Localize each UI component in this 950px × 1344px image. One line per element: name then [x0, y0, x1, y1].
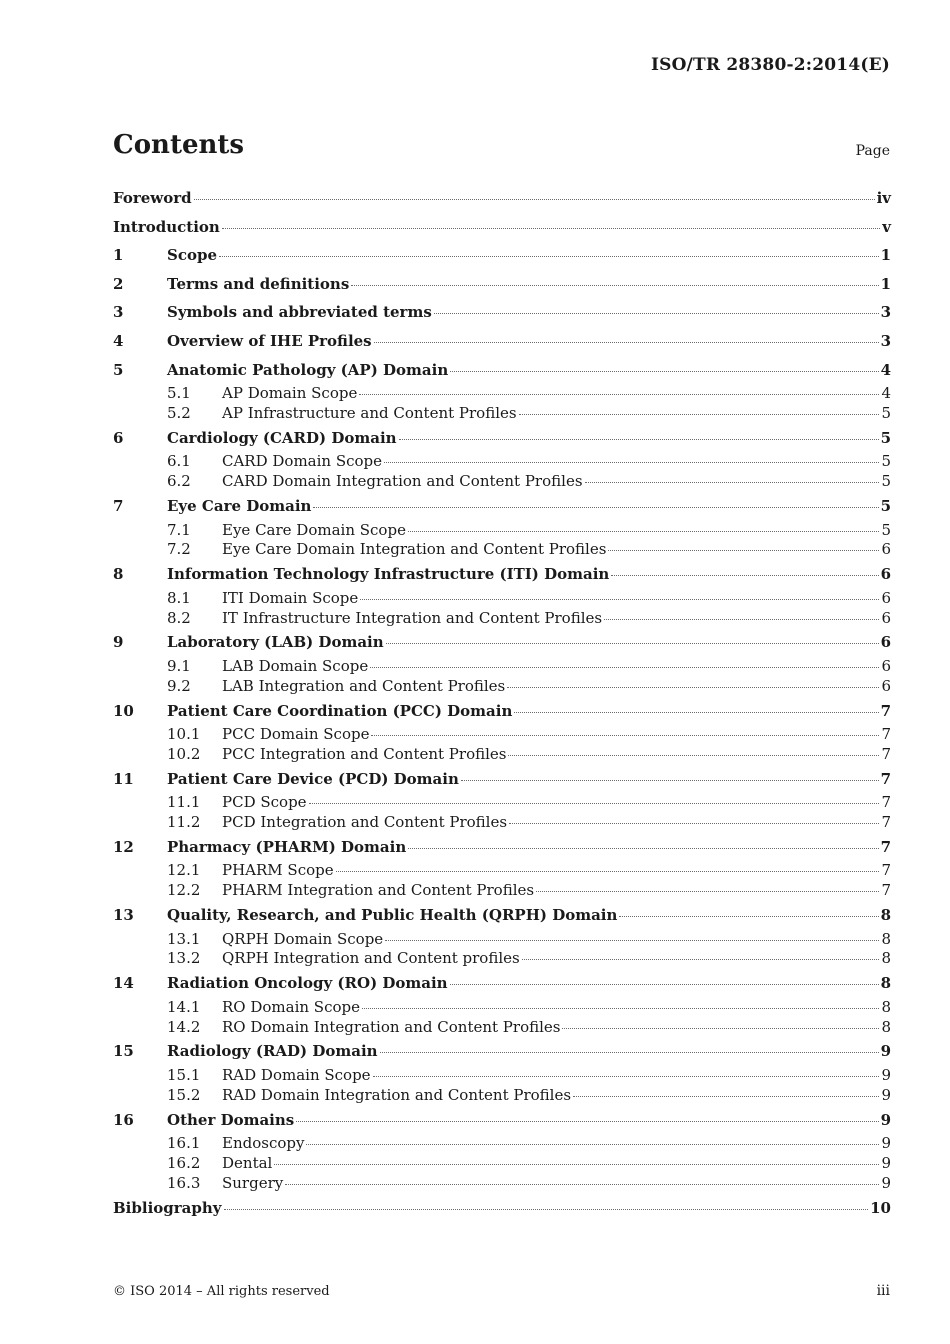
toc-entry-title: Radiology (RAD) Domain	[167, 1042, 378, 1061]
toc-entry-number: 16.3	[167, 1173, 201, 1192]
toc-entry-page: 4	[880, 360, 891, 379]
dot-leader	[408, 848, 878, 849]
dot-leader	[222, 228, 880, 229]
toc-entry-number: 16.1	[167, 1134, 201, 1153]
toc-entry-page: 6	[880, 633, 891, 652]
toc-entry-title: QRPH Domain Scope	[222, 929, 384, 948]
toc-entry-title: Pharmacy (PHARM) Domain	[167, 837, 407, 856]
dot-leader	[386, 643, 879, 644]
toc-subentry[interactable]	[113, 725, 891, 745]
toc-entry-page: 6	[881, 656, 891, 675]
toc-entry-title: PCD Integration and Content Profiles	[222, 813, 508, 832]
toc-entry-page: 9	[881, 1173, 891, 1192]
toc-entry-title: QRPH Integration and Content profiles	[222, 949, 520, 968]
toc-entry-number: 10	[113, 701, 134, 720]
toc-entry[interactable]	[113, 560, 891, 589]
toc-entry-title: Quality, Research, and Public Health (QRPH) Domain	[167, 906, 618, 925]
toc-entry[interactable]	[113, 1194, 891, 1223]
dot-leader	[194, 199, 875, 200]
toc-entry[interactable]	[113, 833, 891, 862]
toc-entry-number: 8.1	[167, 588, 191, 607]
toc-entry-page: 5	[881, 472, 891, 491]
dot-leader	[374, 342, 879, 343]
toc-entry-number: 14.1	[167, 997, 201, 1016]
dot-leader	[536, 891, 879, 892]
dot-leader	[522, 959, 880, 960]
toc-entry-title: Radiation Oncology (RO) Domain	[167, 974, 448, 993]
toc-entry[interactable]	[113, 424, 891, 453]
dot-leader	[507, 687, 879, 688]
toc-entry[interactable]	[113, 1106, 891, 1135]
dot-leader	[514, 712, 878, 713]
dot-leader	[508, 755, 879, 756]
toc-entry[interactable]	[113, 184, 891, 213]
toc-entry-number: 16.2	[167, 1154, 201, 1173]
dot-leader	[608, 550, 879, 551]
toc-entry-title: Terms and definitions	[167, 274, 350, 293]
toc-entry[interactable]	[113, 270, 891, 299]
toc-entry-page: 6	[881, 588, 891, 607]
toc-entry-page: 8	[881, 997, 891, 1016]
toc-entry-title: LAB Integration and Content Profiles	[222, 676, 506, 695]
toc-entry-title: ITI Domain Scope	[222, 588, 359, 607]
toc-entry[interactable]	[113, 356, 891, 385]
toc-entry-title: Patient Care Device (PCD) Domain	[167, 769, 459, 788]
toc-entry-number: 5.2	[167, 403, 191, 422]
toc-entry-title: PCC Domain Scope	[222, 725, 370, 744]
toc-entry-title: Endoscopy	[222, 1134, 305, 1153]
toc-entry-title: Overview of IHE Profiles	[167, 331, 372, 350]
toc-entry-title: Eye Care Domain Integration and Content Profiles	[222, 540, 607, 559]
toc-entry-page: 7	[880, 769, 891, 788]
toc-subentry[interactable]	[113, 540, 891, 560]
toc-subentry[interactable]	[113, 1018, 891, 1038]
toc-entry-number: 9	[113, 633, 124, 652]
toc-entry-number: 13.1	[167, 929, 201, 948]
toc-entry-page: 8	[880, 906, 891, 925]
dot-leader	[399, 439, 879, 440]
toc-entry-title: RAD Domain Integration and Content Profiles	[222, 1085, 572, 1104]
toc-entry-page: 1	[880, 274, 891, 293]
toc-entry[interactable]	[113, 241, 891, 270]
toc-entry-title: Eye Care Domain	[167, 496, 312, 515]
toc-subentry[interactable]	[113, 949, 891, 969]
toc-subentry[interactable]	[113, 1134, 891, 1154]
toc-subentry[interactable]	[113, 589, 891, 609]
dot-leader	[434, 313, 879, 314]
toc-entry-page: 3	[880, 331, 891, 350]
dot-leader	[274, 1164, 879, 1165]
toc-entry-title: Information Technology Infrastructure (ITI) Domain	[167, 565, 610, 584]
toc-entry-title: RO Domain Integration and Content Profiles	[222, 1017, 561, 1036]
toc-entry-number: 2	[113, 274, 124, 293]
toc-entry-page: 9	[880, 1042, 891, 1061]
dot-leader	[385, 940, 879, 941]
toc-subentry[interactable]	[113, 1066, 891, 1086]
toc-entry-number: 11.2	[167, 813, 201, 832]
toc-entry-page: 7	[881, 793, 891, 812]
toc-entry-number: 9.1	[167, 656, 191, 675]
toc-entry-page: 9	[881, 1154, 891, 1173]
toc-subentry[interactable]	[113, 793, 891, 813]
toc-entry-number: 5	[113, 360, 124, 379]
toc-entry-page: 8	[881, 1017, 891, 1036]
toc-subentry[interactable]	[113, 657, 891, 677]
toc-entry-title: Anatomic Pathology (AP) Domain	[167, 360, 449, 379]
toc-entry-number: 13.2	[167, 949, 201, 968]
toc-entry-page: 1	[880, 246, 891, 265]
toc-entry-title: Foreword	[113, 189, 192, 207]
toc-entry-title: IT Infrastructure Integration and Content Profiles	[222, 608, 603, 627]
toc-entry-page: 10	[870, 1198, 891, 1217]
toc-entry-page: 7	[881, 744, 891, 763]
toc-entry-page: 6	[881, 608, 891, 627]
toc-entry-title: PHARM Integration and Content Profiles	[222, 881, 535, 900]
toc-subentry[interactable]	[113, 452, 891, 472]
toc-entry-title: AP Domain Scope	[222, 384, 358, 403]
toc-entry-number: 11.1	[167, 793, 201, 812]
dot-leader	[351, 285, 878, 286]
toc-entry-page: 5	[881, 520, 891, 539]
toc-entry-number: 10.1	[167, 725, 201, 744]
toc-subentry[interactable]	[113, 861, 891, 881]
dot-leader	[285, 1184, 879, 1185]
toc-entry[interactable]	[113, 628, 891, 657]
toc-entry[interactable]	[113, 1037, 891, 1066]
toc-entry-number: 7.1	[167, 520, 191, 539]
toc-entry-number: 8.2	[167, 608, 191, 627]
dot-leader	[408, 531, 880, 532]
toc-entry-title: RO Domain Scope	[222, 997, 360, 1016]
toc-entry-number: 10.2	[167, 744, 201, 763]
toc-entry-title: PCD Scope	[222, 793, 307, 812]
toc-subentry[interactable]	[113, 521, 891, 541]
dot-leader	[562, 1028, 879, 1029]
toc-subentry[interactable]	[113, 609, 891, 629]
toc-entry-number: 14	[113, 974, 134, 993]
toc-entry-title: Surgery	[222, 1173, 284, 1192]
toc-entry-title: AP Infrastructure and Content Profiles	[222, 403, 517, 422]
dot-leader	[585, 482, 880, 483]
toc-entry-number: 8	[113, 565, 124, 584]
dot-leader	[306, 1144, 879, 1145]
toc-entry-title: Scope	[167, 246, 218, 265]
toc-entry-number: 7.2	[167, 540, 191, 559]
toc-entry-page: 6	[881, 676, 891, 695]
toc-entry-page: 6	[880, 565, 891, 584]
dot-leader	[309, 803, 880, 804]
toc-entry-page: 7	[881, 881, 891, 900]
footer-page-number: iii	[876, 1283, 890, 1299]
toc-subentry[interactable]	[113, 998, 891, 1018]
toc-entry-title: Bibliography	[113, 1198, 222, 1217]
dot-leader	[362, 1008, 879, 1009]
dot-leader	[380, 1052, 879, 1053]
toc-entry-page: 3	[880, 303, 891, 322]
dot-leader	[509, 823, 879, 824]
dot-leader	[296, 1121, 878, 1122]
toc-entry-number: 15.1	[167, 1066, 201, 1085]
dot-leader	[336, 871, 880, 872]
toc-entry-title: CARD Domain Scope	[222, 452, 383, 471]
toc-subentry[interactable]	[113, 881, 891, 901]
page-column-label: Page	[855, 143, 890, 159]
toc-entry-page: 9	[880, 1110, 891, 1129]
document-code: ISO/TR 28380-2:2014(E)	[650, 55, 890, 75]
toc-subentry[interactable]	[113, 404, 891, 424]
toc-entry-number: 1	[113, 246, 124, 265]
dot-leader	[384, 462, 879, 463]
toc-entry-number: 12	[113, 837, 134, 856]
toc-entry-number: 11	[113, 769, 134, 788]
toc-subentry[interactable]	[113, 1174, 891, 1194]
toc-entry-page: 7	[881, 725, 891, 744]
toc-entry-title: Laboratory (LAB) Domain	[167, 633, 384, 652]
toc-entry[interactable]	[113, 298, 891, 327]
toc-subentry[interactable]	[113, 1086, 891, 1106]
toc-entry-page: 8	[880, 974, 891, 993]
toc-entry-page: 7	[880, 837, 891, 856]
toc-entry-title: PCC Integration and Content Profiles	[222, 744, 507, 763]
dot-leader	[519, 414, 880, 415]
toc-entry-page: 4	[881, 384, 891, 403]
dot-leader	[313, 507, 878, 508]
table-of-contents	[113, 184, 891, 1222]
toc-subentry[interactable]	[113, 813, 891, 833]
toc-entry-title: RAD Domain Scope	[222, 1066, 371, 1085]
toc-entry-page: 6	[881, 540, 891, 559]
toc-entry-title: Eye Care Domain Scope	[222, 520, 406, 539]
toc-entry-page: iv	[876, 189, 891, 207]
toc-entry-page: 8	[881, 929, 891, 948]
toc-entry-page: 5	[881, 403, 891, 422]
toc-entry-page: 7	[881, 813, 891, 832]
dot-leader	[373, 1076, 880, 1077]
toc-entry[interactable]	[113, 697, 891, 726]
toc-entry-number: 12.1	[167, 861, 201, 880]
toc-entry[interactable]	[113, 969, 891, 998]
toc-entry[interactable]	[113, 327, 891, 356]
toc-entry-title: Introduction	[113, 217, 220, 236]
page-title: Contents	[113, 130, 245, 160]
toc-entry-number: 15.2	[167, 1085, 201, 1104]
footer-copyright: © ISO 2014 – All rights reserved	[113, 1284, 330, 1299]
dot-leader	[219, 256, 879, 257]
toc-entry-page: 5	[881, 452, 891, 471]
toc-entry-number: 3	[113, 303, 124, 322]
toc-entry-title: Patient Care Coordination (PCC) Domain	[167, 701, 513, 720]
dot-leader	[360, 599, 879, 600]
toc-entry-title: PHARM Scope	[222, 861, 334, 880]
toc-entry-title: Symbols and abbreviated terms	[167, 303, 432, 322]
toc-entry-title: LAB Domain Scope	[222, 656, 369, 675]
toc-entry-number: 16	[113, 1110, 134, 1129]
toc-entry-page: 8	[881, 949, 891, 968]
dot-leader	[461, 780, 879, 781]
toc-subentry[interactable]	[113, 677, 891, 697]
toc-subentry[interactable]	[113, 472, 891, 492]
dot-leader	[450, 371, 878, 372]
dot-leader	[224, 1209, 869, 1210]
dot-leader	[619, 916, 878, 917]
toc-entry-page: 7	[880, 701, 891, 720]
toc-entry-number: 9.2	[167, 676, 191, 695]
toc-entry-title: CARD Domain Integration and Content Profiles	[222, 472, 583, 491]
dot-leader	[371, 735, 879, 736]
toc-entry-number: 15	[113, 1042, 134, 1061]
toc-entry[interactable]	[113, 765, 891, 794]
toc-entry-number: 6.1	[167, 452, 191, 471]
dot-leader	[370, 667, 879, 668]
dot-leader	[359, 394, 879, 395]
dot-leader	[611, 575, 878, 576]
toc-entry[interactable]	[113, 492, 891, 521]
toc-entry-page: v	[882, 217, 891, 236]
toc-entry-title: Dental	[222, 1154, 273, 1173]
dot-leader	[573, 1096, 879, 1097]
toc-entry-number: 12.2	[167, 881, 201, 900]
toc-entry-number: 7	[113, 496, 124, 515]
toc-entry-title: Other Domains	[167, 1110, 295, 1129]
toc-entry-title: Cardiology (CARD) Domain	[167, 428, 397, 447]
toc-entry-number: 14.2	[167, 1017, 201, 1036]
toc-entry-page: 9	[881, 1066, 891, 1085]
toc-entry-page: 5	[880, 496, 891, 515]
toc-entry-page: 7	[881, 861, 891, 880]
toc-entry-number: 5.1	[167, 384, 191, 403]
toc-entry[interactable]	[113, 213, 891, 242]
toc-entry[interactable]	[113, 901, 891, 930]
toc-subentry[interactable]	[113, 930, 891, 950]
toc-entry-page: 5	[880, 428, 891, 447]
toc-entry-page: 9	[881, 1085, 891, 1104]
toc-entry-number: 6	[113, 428, 124, 447]
toc-entry-page: 9	[881, 1134, 891, 1153]
toc-entry-number: 4	[113, 331, 124, 350]
toc-entry-number: 6.2	[167, 472, 191, 491]
dot-leader	[604, 619, 879, 620]
toc-subentry[interactable]	[113, 384, 891, 404]
toc-subentry[interactable]	[113, 745, 891, 765]
dot-leader	[450, 984, 879, 985]
toc-entry-number: 13	[113, 906, 134, 925]
toc-subentry[interactable]	[113, 1154, 891, 1174]
